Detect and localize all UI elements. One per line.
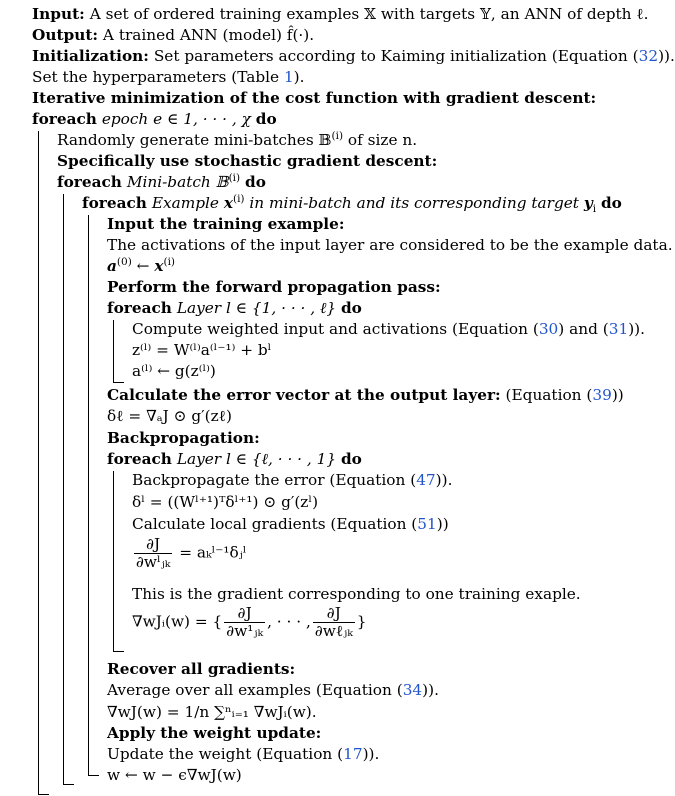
- input-label: Input:: [32, 5, 85, 23]
- error-heading: Calculate the error vector at the output layer:: [107, 386, 501, 404]
- fraction-numerator: ∂J: [134, 536, 172, 554]
- foreach-keyword: foreach: [57, 173, 122, 191]
- epoch-condition: epoch e ∈ 1, · · · , χ: [101, 110, 251, 128]
- example-loop-header: [82, 193, 622, 215]
- delta-output-equation: δℓ = ∇ₐJ ⊙ g′(zℓ): [107, 407, 232, 425]
- init-tail: )).: [658, 47, 675, 65]
- example-y-sub: i: [592, 203, 597, 216]
- input-heading: Input the training example:: [107, 215, 345, 233]
- error-tail: )): [611, 386, 624, 404]
- local-text: Calculate local gradients (Equation (: [132, 515, 418, 533]
- gradient-note: This is the gradient corresponding to one training exaple.: [132, 585, 581, 603]
- equation-link[interactable]: 30: [538, 320, 559, 338]
- minibatch-sup: (i): [331, 129, 344, 142]
- compute-mid: ) and (: [558, 320, 609, 338]
- fraction-numerator: ∂J: [224, 605, 265, 623]
- equation-link[interactable]: 39: [592, 386, 612, 404]
- table-link[interactable]: 1: [283, 68, 294, 86]
- epoch-loop-bar: [38, 131, 49, 795]
- output-label: Output:: [32, 26, 99, 44]
- gradient-set-equation: [132, 605, 367, 649]
- backward-loop-header: [107, 449, 362, 471]
- forward-loop-bar: [113, 320, 124, 383]
- update-heading: Apply the weight update:: [107, 724, 322, 742]
- hyper-text: Set the hyperparameters (Table: [32, 68, 284, 86]
- fraction-denominator: ∂wˡⱼₖ: [136, 553, 171, 571]
- equation-link[interactable]: 47: [416, 471, 436, 489]
- grad-mid: , · · · ,: [267, 612, 311, 631]
- compute-text: Compute weighted input and activations (Equation (: [132, 320, 539, 338]
- input-text: The activations of the input layer are considered to be the example data.: [107, 236, 673, 254]
- fraction-denominator: ∂wℓⱼₖ: [314, 622, 353, 640]
- output-text: A trained ANN (model) f̂(·).: [102, 26, 315, 44]
- forward-condition: Layer l ∈ {1, · · · , ℓ}: [176, 299, 337, 317]
- update-line: [107, 744, 379, 766]
- a-equation: a⁽ˡ⁾ ← g(z⁽ˡ⁾): [132, 362, 216, 380]
- backprop-heading: Backpropagation:: [107, 429, 260, 447]
- fraction-denominator: ∂w¹ⱼₖ: [226, 622, 264, 640]
- foreach-keyword: foreach: [107, 299, 172, 317]
- example-loop-bar: [88, 215, 99, 776]
- local-gradients-line: [132, 514, 449, 536]
- minibatch-line: [57, 130, 417, 152]
- do-keyword: do: [255, 110, 277, 128]
- error-line: [107, 385, 624, 407]
- batch-loop-bar: [63, 194, 74, 785]
- minibatch-text: Randomly generate mini-batches 𝔹: [57, 131, 332, 149]
- assign-a-sup: (0): [116, 255, 132, 268]
- avg-tail: )).: [422, 681, 439, 699]
- local-gradient-equation: [132, 536, 246, 580]
- assign-arrow: ←: [131, 257, 155, 275]
- forward-loop-header: [107, 298, 362, 320]
- local-rhs: = aₖˡ⁻¹δⱼˡ: [174, 543, 247, 562]
- backprop-text: Backpropagate the error (Equation (: [132, 471, 417, 489]
- initialization-line: [32, 46, 675, 68]
- assign-x: x: [154, 257, 164, 275]
- equation-link[interactable]: 51: [417, 515, 437, 533]
- error-eq-text: (Equation (: [500, 386, 593, 404]
- equation-link[interactable]: 31: [608, 320, 629, 338]
- output-line: [32, 25, 314, 47]
- backward-loop-bar: [113, 471, 124, 652]
- example-y: y: [583, 194, 593, 212]
- example-x-sup: (i): [232, 192, 245, 205]
- partial-fraction: [134, 536, 172, 571]
- example-cond-b: in mini-batch and its corresponding target: [244, 194, 584, 212]
- foreach-keyword: foreach: [82, 194, 147, 212]
- epoch-loop-header: [32, 109, 277, 131]
- do-keyword: do: [600, 194, 622, 212]
- partial-fraction-last: [313, 605, 355, 640]
- input-line: [32, 4, 649, 26]
- local-tail: )): [436, 515, 449, 533]
- avg-text: Average over all examples (Equation (: [107, 681, 403, 699]
- example-x: x: [223, 194, 233, 212]
- input-text: A set of ordered training examples 𝕏 with targets 𝕐, an ANN of depth ℓ.: [89, 5, 649, 23]
- update-tail: )).: [362, 745, 380, 763]
- forward-heading: Perform the forward propagation pass:: [107, 278, 441, 296]
- partial-fraction-first: [224, 605, 265, 640]
- update-text: Update the weight (Equation (: [107, 745, 344, 763]
- sgd-heading: Specifically use stochastic gradient descent:: [57, 152, 438, 170]
- delta-hidden-equation: δˡ = ((Wˡ⁺¹)ᵀδˡ⁺¹) ⊙ g′(zˡ): [132, 493, 319, 511]
- compute-tail: )).: [628, 320, 646, 338]
- grad-rhs: }: [356, 612, 367, 631]
- assign-a: a: [107, 257, 117, 275]
- fraction-numerator: ∂J: [313, 605, 355, 623]
- batch-sup: (i): [228, 171, 241, 184]
- z-equation: z⁽ˡ⁾ = W⁽ˡ⁾a⁽ˡ⁻¹⁾ + bˡ: [132, 341, 272, 359]
- assign-x-sup: (i): [163, 255, 176, 268]
- batch-loop-header: [57, 172, 266, 194]
- backward-condition: Layer l ∈ {ℓ, · · · , 1}: [176, 450, 337, 468]
- backprop-tail: )).: [435, 471, 453, 489]
- iterative-heading: Iterative minimization of the cost function with gradient descent:: [32, 89, 597, 107]
- recover-heading: Recover all gradients:: [107, 660, 296, 678]
- backprop-line: [132, 470, 452, 492]
- do-keyword: do: [245, 173, 266, 191]
- hyper-tail: ).: [293, 68, 305, 86]
- equation-link[interactable]: 17: [343, 745, 363, 763]
- update-equation: w ← w − ϵ∇wJ(w): [107, 766, 242, 784]
- equation-link[interactable]: 32: [638, 47, 659, 65]
- init-label: Initialization:: [32, 47, 149, 65]
- average-line: [107, 680, 439, 702]
- minibatch-tail: of size n.: [343, 131, 418, 149]
- equation-link[interactable]: 34: [402, 681, 423, 699]
- batch-condition: Mini-batch 𝔹: [126, 173, 229, 191]
- do-keyword: do: [340, 450, 362, 468]
- average-equation: ∇wJ(w) = 1/n ∑ⁿᵢ₌₁ ∇wJᵢ(w).: [107, 703, 317, 721]
- foreach-keyword: foreach: [32, 110, 97, 128]
- init-text: Set parameters according to Kaiming initialization (Equation (: [153, 47, 639, 65]
- example-cond-a: Example: [151, 194, 224, 212]
- foreach-keyword: foreach: [107, 450, 172, 468]
- input-assignment: [107, 256, 175, 278]
- grad-lhs: ∇wJᵢ(w) = {: [132, 612, 223, 631]
- hyperparameter-line: [32, 67, 305, 89]
- compute-line: [132, 319, 645, 341]
- do-keyword: do: [340, 299, 362, 317]
